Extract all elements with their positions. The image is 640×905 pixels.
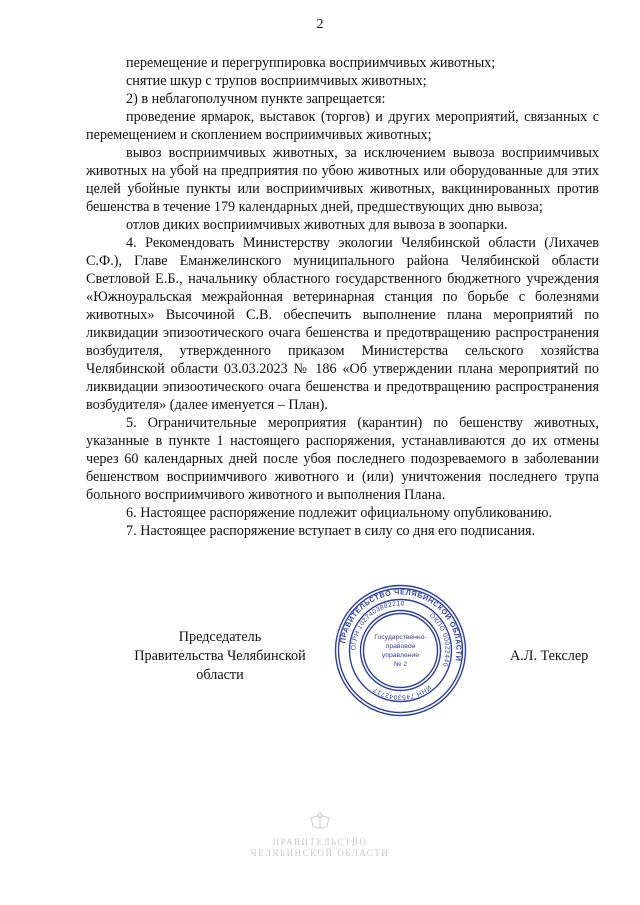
- official-seal: [333, 583, 468, 718]
- paragraph-item-5: 5. Ограничительные мероприятия (карантин) по бешенству животных, указанные в пункте 1 настоящего распоряжения, устанавливаются до их отмены через 60 календарных дней после убоя последнего подозреваемого в заболевании бешенством восприимчивого животного и (или) уничтожения последнего трупа больного восприимчивого животного и выполнения Плана.: [86, 415, 599, 503]
- page-number: 2: [316, 17, 324, 32]
- seal-okpo-text: ОКПО 00022440: [427, 612, 451, 668]
- seal-center-line1: Государственно-: [374, 634, 427, 641]
- paragraph: отлов диких восприимчивых животных для вывоза в зоопарки.: [126, 217, 508, 233]
- footer-line1: ПРАВИТЕЛЬСТВО: [272, 837, 368, 847]
- seal-center-line3: управление: [381, 652, 420, 659]
- signatory-title-line1: Председатель: [178, 629, 262, 645]
- paragraph-item-7: 7. Настоящее распоряжение вступает в силу со дня его подписания.: [126, 523, 536, 539]
- seal-ogrn-text: ОГРН 1027403882210: [350, 600, 405, 651]
- seal-inn-text: ИНН 7453042717: [371, 683, 433, 701]
- paragraph-item-6: 6. Настоящее распоряжение подлежит официальному опубликованию.: [126, 505, 553, 521]
- seal-center-line2: правовое: [385, 643, 416, 650]
- paragraph: перемещение и перегруппировка восприимчивых животных;: [126, 55, 496, 71]
- paragraph: снятие шкур с трупов восприимчивых животных;: [126, 73, 427, 89]
- paragraph: 2) в неблагополучном пункте запрещается:: [126, 91, 386, 107]
- signatory-title-line2: Правительства Челябинской области: [134, 648, 306, 683]
- emblem-icon: [305, 810, 335, 832]
- seal-center-line4: № 2: [394, 661, 407, 668]
- paragraph: вывоз восприимчивых животных, за исключением вывоза восприимчивых животных на убой на предприятия по убою животных или оборудованные для этих целей убойные пункты или восприимчивых животных, вакцинированных против бешенства в течение 179 календарных дней, предшествующих дню вывоза;: [86, 145, 599, 215]
- paragraph-item-4: 4. Рекомендовать Министерству экологии Челябинской области (Лихачев С.Ф.), Главе Еманжелинского муниципального района Челябинской области Светловой Е.Б., начальнику областного государственного бюджетного учреждения «Южноуральская межрайонная ветеринарная станция по борьбе с болезнями животных» Высочиной С.В. обеспечить выполнение плана мероприятий по ликвидации эпизоотического очага бешенства и предотвращению распространения возбудителя, утвержденного приказом Министерства сельского хозяйства Челябинской области 03.03.2023 № 186 «Об утверждении плана мероприятий по ликвидации эпизоотического очага бешенства и предотвращению распространения возбудителя» (далее именуется – План).: [86, 235, 599, 413]
- document-body: [86, 54, 599, 540]
- seal-outer-text: ПРАВИТЕЛЬСТВО ЧЕЛЯБИНСКОЙ ОБЛАСТИ: [337, 587, 464, 663]
- signatory-position: [112, 628, 328, 685]
- footer-line2: ЧЕЛЯБИНСКОЙ ОБЛАСТИ: [250, 848, 390, 858]
- paragraph: проведение ярмарок, выставок (торгов) и других мероприятий, связанных с перемещением и скоплением восприимчивых животных;: [86, 109, 599, 143]
- footer-watermark: [0, 810, 640, 859]
- signatory-name: А.Л. Текслер: [510, 648, 589, 664]
